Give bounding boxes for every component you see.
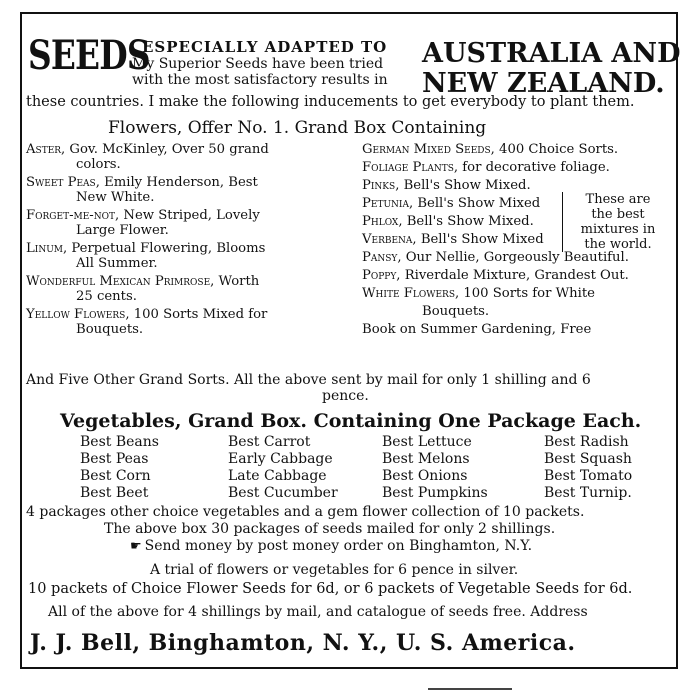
send-money-line: ☛ Send money by post money order on Binghamton, N.Y. — [130, 538, 533, 554]
flowers-left-list — [26, 142, 356, 340]
seeds-title: SEEDS — [28, 32, 150, 79]
flowers-heading: Flowers, Offer No. 1. Grand Box Containing — [108, 118, 487, 138]
list-item: Early Cabbage — [228, 451, 333, 467]
list-item: Pansy, Our Nellie, Gorgeously Beautiful. — [362, 250, 629, 265]
list-item: Verbena, Bell's Show Mixed — [362, 232, 544, 247]
list-item: Best Radish — [544, 434, 629, 450]
list-item: Best Turnip. — [544, 485, 632, 501]
divider — [428, 688, 512, 690]
ten-packets-line: 10 packets of Choice Flower Seeds for 6d, or 6 packets of Vegetable Seeds for 6d. — [28, 581, 633, 597]
trial-offer-line: A trial of flowers or vegetables for 6 pence in silver. — [150, 562, 519, 578]
list-item: Pinks, Bell's Show Mixed. — [362, 178, 531, 193]
pence-line: pence. — [322, 388, 369, 404]
list-item: Best Corn — [80, 468, 151, 484]
vegetable-column-2 — [228, 434, 338, 502]
list-item: Best Onions — [382, 468, 468, 484]
list-item: Best Beet — [80, 485, 149, 501]
list-item: Best Pumpkins — [382, 485, 488, 501]
vegetable-column-1 — [80, 434, 159, 502]
list-item: Forget-me-not, New Striped, Lovely Large Flower. — [26, 208, 260, 238]
list-item: Late Cabbage — [228, 468, 327, 484]
five-other-sorts-line: And Five Other Grand Sorts. All the above sent by mail for only 1 shilling and 6 — [26, 372, 591, 388]
vegetable-column-3 — [382, 434, 488, 502]
list-item: Linum, Perpetual Flowering, Blooms All Summer. — [26, 241, 266, 271]
above-box-line: The above box 30 packages of seeds mailed for only 2 shillings. — [104, 521, 556, 537]
address-line: J. J. Bell, Binghamton, N. Y., U. S. America. — [30, 630, 576, 656]
list-item: Petunia, Bell's Show Mixed — [362, 196, 541, 211]
list-item: Best Melons — [382, 451, 470, 467]
new-zealand-heading: NEW ZEALAND. — [422, 68, 665, 99]
list-item: Sweet Peas, Emily Henderson, Best New White. — [26, 175, 258, 205]
list-item: Bouquets. — [422, 304, 490, 319]
especially-adapted-line: ESPECIALLY ADAPTED TO — [142, 38, 388, 56]
list-item: Poppy, Riverdale Mixture, Grandest Out. — [362, 268, 629, 283]
list-item: Foliage Plants, for decorative foliage. — [362, 160, 610, 175]
list-item: German Mixed Seeds, 400 Choice Sorts. — [362, 142, 619, 157]
list-item: Yellow Flowers, 100 Sorts Mixed for Bouquets. — [26, 307, 268, 337]
mixtures-note: These are the best mixtures in the world. — [562, 192, 673, 252]
australia-heading: AUSTRALIA AND — [422, 38, 681, 69]
four-packages-line: 4 packages other choice vegetables and a gem flower collection of 10 packets. — [26, 504, 585, 520]
list-item: Wonderful Mexican Primrose, Worth 25 cents. — [26, 274, 260, 304]
list-item: Best Squash — [544, 451, 632, 467]
list-item: Aster, Gov. McKinley, Over 50 grand colors. — [26, 142, 269, 172]
intro-line: these countries. I make the following inducements to get everybody to plant them. — [26, 94, 635, 110]
list-item: Best Lettuce — [382, 434, 472, 450]
advertisement — [20, 12, 681, 669]
list-item: Phlox, Bell's Show Mixed. — [362, 214, 534, 229]
list-item: White Flowers, 100 Sorts for White — [362, 286, 595, 301]
list-item: Best Peas — [80, 451, 149, 467]
list-item: Best Tomato — [544, 468, 633, 484]
list-item: Book on Summer Gardening, Free — [362, 322, 592, 337]
list-item: Best Carrot — [228, 434, 311, 450]
satisfactory-results-line: with the most satisfactory results in — [132, 72, 388, 88]
superior-seeds-line: My Superior Seeds have been tried — [132, 56, 384, 72]
pointing-hand-icon: ☛ — [130, 539, 142, 554]
vegetables-heading: Vegetables, Grand Box. Containing One Package Each. — [60, 410, 642, 432]
list-item: Best Beans — [80, 434, 159, 450]
vegetable-column-4 — [544, 434, 632, 502]
all-above-line: All of the above for 4 shillings by mail, and catalogue of seeds free. Address — [48, 604, 588, 620]
list-item: Best Cucumber — [228, 485, 338, 501]
